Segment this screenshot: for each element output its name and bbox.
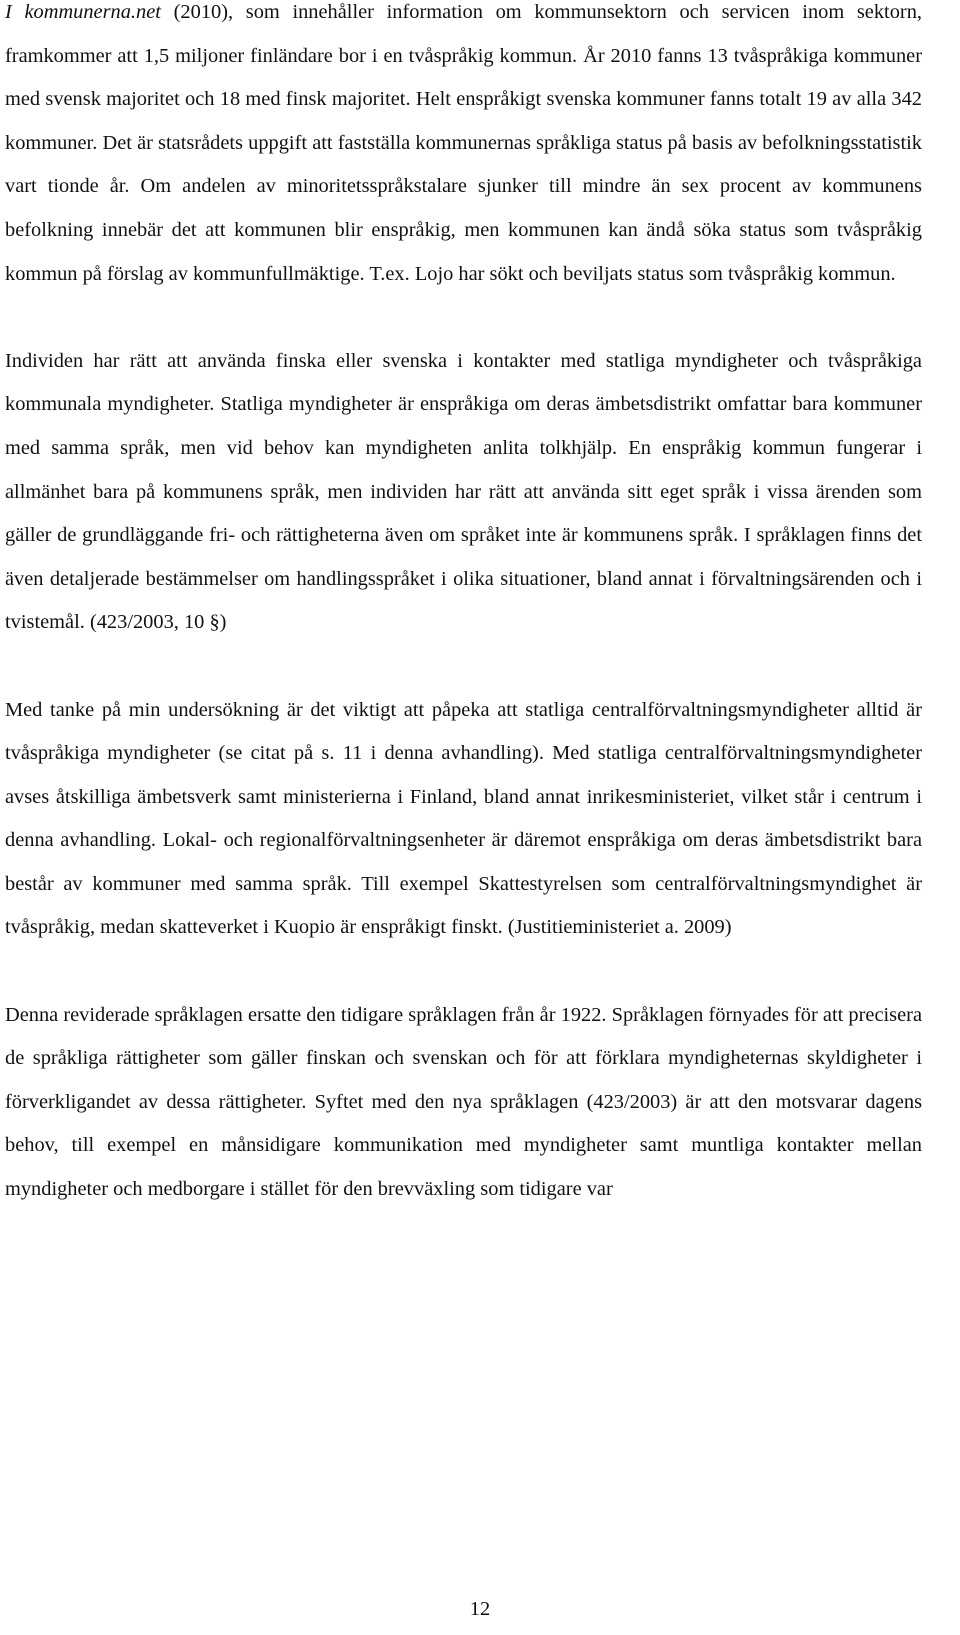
page-number: 12: [469, 1598, 491, 1620]
document-page: [5, 0, 922, 1212]
paragraph-1-text: (2010), som innehåller information om kommunsektorn och servicen inom sektorn, framkommer att 1,5 miljoner finländare bor i en tvåspråkig kommun. År 2010 fanns 13 tvåspråkiga kommuner med svensk majoritet och 18 med finsk majoritet. Helt enspråkigt svenska kommuner fanns totalt 19 av alla 342 kommuner. Det är statsrådets uppgift att fastställa kommunernas språkliga status på basis av befolkningsstatistik vart tionde år. Om andelen av minoritetsspråkstalare sjunker till mindre än sex procent av kommunens befolkning innebär det att kommunen blir enspråkig, men kommunen kan ändå söka status som tvåspråkig kommun på förslag av kommunfullmäktige. T.ex. Lojo har sökt och beviljats status som tvåspråkig kommun.: [5, 1, 922, 285]
source-name: I kommunerna.net: [5, 1, 161, 23]
paragraph-2: Individen har rätt att använda finska eller svenska i kontakter med statliga myndigheter och tvåspråkiga kommunala myndigheter. Statliga myndigheter är enspråkiga om deras ämbetsdistrikt omfattar bara kommuner med samma språk, men vid behov kan myndigheten anlita tolkhjälp. En enspråkig kommun fungerar i allmänhet bara på kommunens språk, men individen har rätt att använda sitt eget språk i vissa ärenden som gäller de grundläggande fri- och rättigheterna även om språket inte är kommunens språk. I språklagen finns det även detaljerade bestämmelser om handlingsspråket i olika situationer, bland annat i förvaltningsärenden och i tvistemål. (423/2003, 10 §): [5, 349, 922, 634]
paragraph-4: Denna reviderade språklagen ersatte den tidigare språklagen från år 1922. Språklagen förnyades för att precisera de språkliga rättigheter som gäller finskan och svenskan och för att förklara myndigheternas skyldigheter i förverkligandet av dessa rättigheter. Syftet med den nya språklagen (423/2003) är att den motsvarar dagens behov, till exempel en månsidigare kommunikation med myndigheter samt muntliga kontakter mellan myndigheter och medborgare i stället för den brevväxling som tidigare var: [5, 1003, 922, 1201]
paragraph-1: [5, 0, 922, 296]
paragraph-3: Med tanke på min undersökning är det viktigt att påpeka att statliga centralförvaltningsmyndigheter alltid är tvåspråkiga myndigheter (se citat på s. 11 i denna avhandling). Med statliga centralförvaltningsmyndigheter avses åtskilliga ämbetsverk samt ministerierna i Finland, bland annat inrikesministeriet, vilket står i centrum i denna avhandling. Lokal- och regionalförvaltningsenheter är däremot enspråkiga om deras ämbetsdistrikt bara består av kommuner med samma språk. Till exempel Skattestyrelsen som centralförvaltningsmyndighet är tvåspråkig, medan skatteverket i Kuopio är enspråkigt finskt. (Justitieministeriet a. 2009): [5, 698, 922, 939]
